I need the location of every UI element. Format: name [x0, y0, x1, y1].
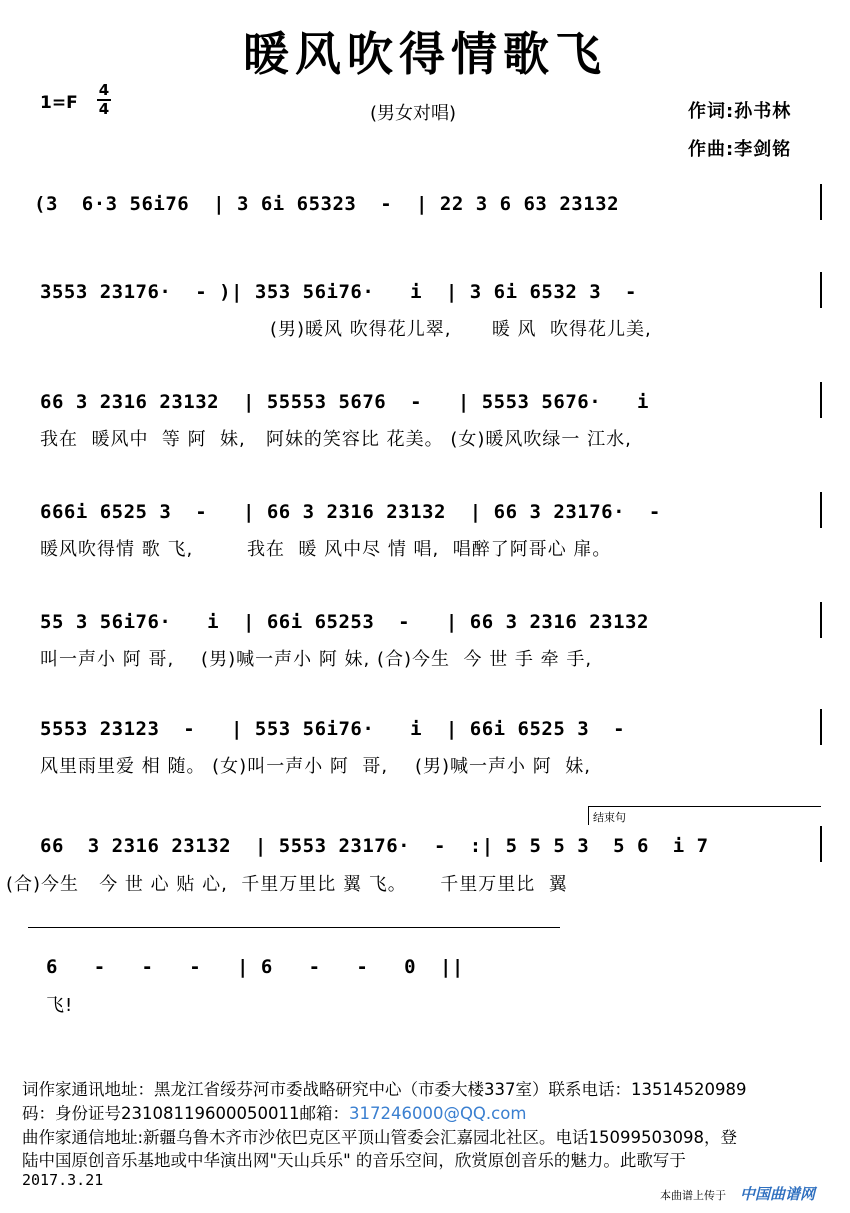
barline — [820, 826, 822, 862]
lyrics-row-8: 飞! — [46, 995, 74, 1016]
score-row-6: 5553 23123 - | 553 56i76· i | 66i 6525 3 - — [40, 718, 626, 740]
ending-bracket — [28, 927, 560, 928]
barline — [820, 272, 822, 308]
ending-box — [588, 806, 821, 825]
score-row-5: 55 3 56i76· i | 66i 65253 - | 66 3 2316 23132 — [40, 611, 649, 633]
composer-note: 陆中国原创音乐基地或中华演出网"天山兵乐" 的音乐空间，欣赏原创音乐的魅力。此歌写于 — [22, 1151, 686, 1170]
song-title: 暖风吹得情歌飞 — [243, 27, 607, 81]
barline — [820, 709, 822, 745]
lyrics-row-5: 叫一声小 阿 哥, (男)喊一声小 阿 妹, (合)今生 今 世 手 牵 手, — [40, 649, 593, 670]
key-signature: 1=F — [40, 93, 78, 113]
score-row-7: 66 3 2316 23132 | 5553 23176· - :| 5 5 5 3 5 6 i 7 — [40, 835, 709, 857]
barline — [820, 602, 822, 638]
score-row-8: 6 - - - | 6 - - 0 || — [46, 956, 464, 978]
lyrics-row-7: (合)今生 今 世 心 贴 心, 千里万里比 翼 飞。 千里万里比 翼 — [6, 874, 568, 895]
meter-bottom: 4 — [98, 100, 110, 118]
meter-top: 4 — [98, 81, 110, 99]
barline — [820, 492, 822, 528]
lyricist-credit: 作词:孙书林 — [688, 101, 792, 122]
ending-label: 结束句 — [593, 811, 626, 824]
upload-note: 本曲谱上传于 — [660, 1189, 726, 1202]
score-row-1: (3 6·3 56i76 | 3 6i 65323 - | 22 3 6 63 23132 — [34, 193, 620, 215]
score-row-4: 666i 6525 3 - | 66 3 2316 23132 | 66 3 23176· - — [40, 501, 661, 523]
lyricist-address: 词作家通讯地址：黑龙江省绥芬河市委战略研究中心（市委大楼337室）联系电话：13514520989 — [22, 1080, 747, 1099]
lyricist-contact — [22, 1100, 526, 1124]
lyricist-id: 码：身份证号231081196000500​11邮箱： — [22, 1104, 349, 1123]
lyricist-email[interactable]: 317246000@QQ.com — [348, 1104, 527, 1123]
date-written: 2017.3.21 — [22, 1171, 104, 1189]
composer-address: 曲作家通信地址:新疆乌鲁木齐市沙依巴克区平顶山管委会汇嘉园北社区。电话15099503098，登 — [22, 1128, 738, 1147]
brand-logo[interactable]: 中国曲谱网 — [740, 1185, 816, 1203]
lyrics-row-6: 风里雨里爱 相 随。 (女)叫一声小 阿 哥, (男)喊一声小 阿 妹, — [40, 756, 591, 777]
composer-credit: 作曲:李剑铭 — [688, 139, 792, 160]
lyrics-row-3: 我在 暖风中 等 阿 妹, 阿妹的笑容比 花美。 (女)暖风吹绿一 江水, — [40, 429, 632, 450]
score-row-3: 66 3 2316 23132 | 55553 5676 - | 5553 5676· i — [40, 391, 649, 413]
subtitle: (男女对唱) — [370, 103, 457, 124]
barline — [820, 184, 822, 220]
score-row-2: 3553 23176· - )| 353 56i76· i | 3 6i 6532 3 - — [40, 281, 637, 303]
barline — [820, 382, 822, 418]
lyrics-row-4: 暖风吹得情 歌 飞, 我在 暖 风中尽 情 唱, 唱醉了阿哥心 扉。 — [40, 539, 612, 560]
lyrics-row-2: (男)暖风 吹得花儿翠, 暖 风 吹得花儿美, — [270, 319, 652, 340]
time-signature — [97, 82, 111, 118]
